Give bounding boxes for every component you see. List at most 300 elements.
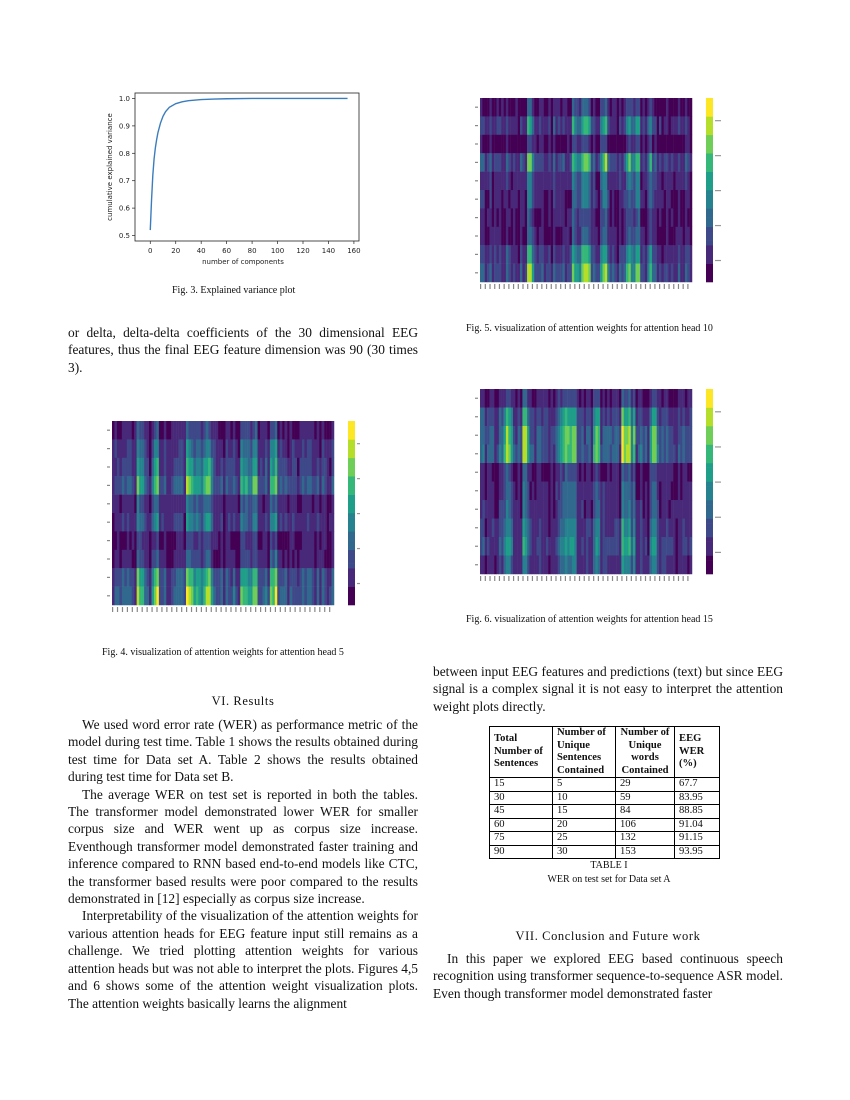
heatmap-cell <box>595 172 598 191</box>
heatmap-cell <box>532 463 535 482</box>
heatmap-cell <box>267 513 270 532</box>
heatmap-cell <box>643 537 646 556</box>
x-tick-mark <box>196 607 197 612</box>
heatmap-cell <box>633 116 636 135</box>
heatmap-cell <box>520 426 523 445</box>
heatmap-cell <box>584 172 587 191</box>
heatmap-cell <box>532 172 535 191</box>
y-tick-mark <box>475 235 478 236</box>
heatmap-cell <box>598 463 601 482</box>
heatmap-cell <box>114 458 117 477</box>
heatmap-cell <box>240 531 243 550</box>
heatmap-cell <box>122 587 125 606</box>
heatmap-cell <box>504 500 507 519</box>
heatmap-cell <box>494 463 497 482</box>
heatmap-cell <box>275 458 278 477</box>
heatmap-cell <box>166 458 169 477</box>
heatmap-cell <box>117 495 120 514</box>
heatmap-cell <box>297 439 300 458</box>
heatmap-cell <box>482 135 485 154</box>
heatmap-cell <box>671 98 674 117</box>
heatmap-cell <box>506 190 509 209</box>
heatmap-cell <box>230 587 233 606</box>
heatmap-cell <box>690 245 693 264</box>
heatmap-cell <box>485 135 488 154</box>
heatmap-cell <box>529 556 532 575</box>
heatmap-cell <box>584 463 587 482</box>
heatmap-cell <box>570 227 573 246</box>
heatmap-cell <box>650 408 653 427</box>
heatmap-cell <box>676 116 679 135</box>
x-tick-mark <box>631 576 632 581</box>
heatmap-cell <box>240 568 243 587</box>
y-tick-mark <box>107 430 110 431</box>
heatmap-cell <box>577 519 580 538</box>
heatmap-cell <box>188 550 191 569</box>
heatmap-cell <box>638 153 641 172</box>
heatmap-cell <box>260 513 263 532</box>
x-tick-mark <box>161 607 162 612</box>
table-cell: 153 <box>616 845 675 859</box>
heatmap-cell <box>513 556 516 575</box>
heatmap-cell <box>319 550 322 569</box>
heatmap-cell <box>520 445 523 464</box>
colorbar-step <box>706 440 713 445</box>
heatmap-cell <box>650 519 653 538</box>
heatmap-cell <box>572 537 575 556</box>
heatmap-cell <box>591 98 594 117</box>
heatmap-cell <box>600 153 603 172</box>
heatmap-cell <box>520 556 523 575</box>
heatmap-cell <box>617 537 620 556</box>
heatmap-cell <box>511 116 514 135</box>
heatmap-cell <box>680 190 683 209</box>
colorbar-step <box>706 218 713 223</box>
heatmap-cell <box>539 445 542 464</box>
heatmap-cell <box>586 426 589 445</box>
heatmap-cell <box>650 264 653 283</box>
heatmap-cell <box>546 408 549 427</box>
heatmap-cell <box>166 587 169 606</box>
heatmap-cell <box>553 500 556 519</box>
heatmap-cell <box>267 495 270 514</box>
heatmap-cell <box>659 190 662 209</box>
heatmap-cell <box>659 98 662 117</box>
colorbar-step <box>706 495 713 500</box>
heatmap-cell <box>522 445 525 464</box>
heatmap-cell <box>567 116 570 135</box>
colorbar-step <box>706 565 713 570</box>
heatmap-cell <box>132 476 135 495</box>
heatmap-cell <box>588 227 591 246</box>
heatmap-cell <box>506 135 509 154</box>
heatmap-cell <box>607 408 610 427</box>
heatmap-cell <box>558 190 561 209</box>
x-tick-mark <box>537 284 538 289</box>
heatmap-cell <box>270 439 273 458</box>
heatmap-cell <box>673 208 676 227</box>
heatmap-cell <box>275 495 278 514</box>
heatmap-cell <box>685 135 688 154</box>
heatmap-cell <box>508 408 511 427</box>
x-tick-mark <box>607 284 608 289</box>
heatmap-cell <box>501 556 504 575</box>
heatmap-cell <box>216 439 219 458</box>
heatmap-cell <box>203 476 206 495</box>
x-tick-mark <box>560 284 561 289</box>
heatmap-cell <box>541 519 544 538</box>
colorbar-step <box>706 98 713 103</box>
heatmap-cell <box>593 190 596 209</box>
heatmap-cell <box>494 208 497 227</box>
heatmap-cell <box>676 190 679 209</box>
heatmap-cell <box>565 135 568 154</box>
heatmap-cell <box>562 463 565 482</box>
heatmap-cell <box>275 476 278 495</box>
heatmap-cell <box>255 439 258 458</box>
heatmap-cell <box>156 531 159 550</box>
heatmap-cell <box>327 458 330 477</box>
heatmap-cell <box>504 408 507 427</box>
heatmap-cell <box>650 500 653 519</box>
heatmap-cell <box>203 587 206 606</box>
heatmap-cell <box>577 463 580 482</box>
heatmap-cell <box>593 135 596 154</box>
table-cell: 91.15 <box>675 832 720 846</box>
heatmap-cell <box>638 408 641 427</box>
x-tick-mark <box>602 284 603 289</box>
heatmap-cell <box>332 476 335 495</box>
heatmap-cell <box>250 458 253 477</box>
heatmap-cell <box>245 495 248 514</box>
heatmap-cell <box>309 421 312 440</box>
colorbar-step <box>706 491 713 496</box>
heatmap-cell <box>591 190 594 209</box>
heatmap-cell <box>621 408 624 427</box>
heatmap-cell <box>673 98 676 117</box>
heatmap-cell <box>593 172 596 191</box>
heatmap-cell <box>683 556 686 575</box>
heatmap-cell <box>664 556 667 575</box>
x-tick-mark <box>668 576 669 581</box>
heatmap-cell <box>638 172 641 191</box>
heatmap-cell <box>307 458 310 477</box>
heatmap-cell <box>112 568 115 587</box>
heatmap-cell <box>230 568 233 587</box>
heatmap-cell <box>117 513 120 532</box>
x-tick-mark <box>668 284 669 289</box>
heatmap-cell <box>643 172 646 191</box>
heatmap-cell <box>265 458 268 477</box>
heatmap-cell <box>534 537 537 556</box>
table-row <box>490 791 720 805</box>
heatmap-cell <box>216 587 219 606</box>
heatmap-cell <box>144 495 147 514</box>
heatmap-cell <box>591 556 594 575</box>
heatmap-cell <box>574 519 577 538</box>
heatmap-cell <box>485 389 488 408</box>
heatmap-cell <box>238 458 241 477</box>
heatmap-cell <box>186 587 189 606</box>
heatmap-cell <box>617 245 620 264</box>
heatmap-cell <box>598 408 601 427</box>
heatmap-cell <box>216 458 219 477</box>
heatmap-cell <box>598 445 601 464</box>
heatmap-cell <box>501 408 504 427</box>
heatmap-cell <box>529 135 532 154</box>
colorbar-step <box>706 241 713 246</box>
x-tick-mark <box>480 284 481 289</box>
heatmap-cell <box>494 445 497 464</box>
heatmap-cell <box>149 439 152 458</box>
heatmap-cell <box>565 445 568 464</box>
heatmap-cell <box>570 153 573 172</box>
colorbar-step <box>706 389 713 394</box>
colorbar-step <box>706 190 713 195</box>
heatmap-cell <box>534 190 537 209</box>
heatmap-cell <box>277 439 280 458</box>
heatmap-cell <box>628 482 631 501</box>
heatmap-cell <box>621 135 624 154</box>
heatmap-cell <box>137 587 140 606</box>
colorbar-step <box>706 121 713 126</box>
heatmap-cell <box>584 500 587 519</box>
left-continuation-paragraph: or delta, delta-delta coefficients of the 30 dimensional EEG features, thus the final EEG feature dimension was 90 (30 times 3). <box>68 325 418 375</box>
heatmap-cell <box>570 445 573 464</box>
heatmap-cell <box>191 550 194 569</box>
heatmap-cell <box>122 550 125 569</box>
heatmap-cell <box>302 568 305 587</box>
heatmap-cell <box>546 172 549 191</box>
heatmap-cell <box>122 476 125 495</box>
colorbar-step <box>706 560 713 565</box>
heatmap-cell <box>610 135 613 154</box>
heatmap-cell <box>504 245 507 264</box>
heatmap-cell <box>551 245 554 264</box>
heatmap-cell <box>619 389 622 408</box>
heatmap-cell <box>650 556 653 575</box>
heatmap-cell <box>201 531 204 550</box>
heatmap-cell <box>489 482 492 501</box>
heatmap-cell <box>612 537 615 556</box>
heatmap-cell <box>302 476 305 495</box>
heatmap-cell <box>317 458 320 477</box>
figure-6-caption: Fig. 6. visualization of attention weights for attention head 15 <box>466 614 713 625</box>
heatmap-cell <box>161 439 164 458</box>
heatmap-cell <box>546 537 549 556</box>
heatmap-cell <box>581 190 584 209</box>
heatmap-cell <box>480 227 483 246</box>
colorbar-step <box>706 482 713 487</box>
heatmap-cell <box>666 135 669 154</box>
heatmap-cell <box>600 537 603 556</box>
heatmap-cell <box>666 537 669 556</box>
heatmap-cell <box>272 476 275 495</box>
heatmap-cell <box>504 172 507 191</box>
heatmap-cell <box>544 482 547 501</box>
heatmap-cell <box>511 426 514 445</box>
heatmap-cell <box>581 519 584 538</box>
heatmap-cell <box>312 531 315 550</box>
heatmap-cell <box>181 568 184 587</box>
y-tick-mark <box>475 217 478 218</box>
heatmap-cell <box>626 482 629 501</box>
heatmap-cell <box>607 482 610 501</box>
heatmap-cell <box>633 190 636 209</box>
heatmap-cell <box>666 208 669 227</box>
heatmap-cell <box>270 476 273 495</box>
heatmap-cell <box>299 439 302 458</box>
x-tick-mark <box>574 284 575 289</box>
heatmap-cell <box>501 208 504 227</box>
heatmap-cell <box>332 587 335 606</box>
colorbar-step <box>348 426 355 431</box>
heatmap-cell <box>614 135 617 154</box>
heatmap-cell <box>577 116 580 135</box>
heatmap-cell <box>186 568 189 587</box>
heatmap-cell <box>593 482 596 501</box>
attention-heatmap-head-10 <box>468 92 728 302</box>
heatmap-cell <box>511 463 514 482</box>
heatmap-cell <box>203 421 206 440</box>
table-1-container <box>489 726 729 886</box>
colorbar-tick-mark <box>357 443 360 444</box>
heatmap-cell <box>595 190 598 209</box>
x-tick-mark <box>147 607 148 612</box>
heatmap-cell <box>267 458 270 477</box>
heatmap-cell <box>683 208 686 227</box>
heatmap-cell <box>492 172 495 191</box>
heatmap-cell <box>513 389 516 408</box>
heatmap-cell <box>687 556 690 575</box>
heatmap-cell <box>666 153 669 172</box>
heatmap-cell <box>593 556 596 575</box>
heatmap-cell <box>114 476 117 495</box>
heatmap-cell <box>678 556 681 575</box>
x-tick-mark <box>678 284 679 289</box>
heatmap-cell <box>508 98 511 117</box>
x-tick-mark <box>640 576 641 581</box>
heatmap-cell <box>668 245 671 264</box>
heatmap-cell <box>598 190 601 209</box>
colorbar-step <box>348 564 355 569</box>
heatmap-cell <box>659 116 662 135</box>
heatmap-cell <box>159 421 162 440</box>
heatmap-cell <box>265 568 268 587</box>
heatmap-cell <box>142 421 145 440</box>
heatmap-cell <box>638 98 641 117</box>
heatmap-cell <box>496 153 499 172</box>
heatmap-cell <box>511 389 514 408</box>
heatmap-cell <box>685 408 688 427</box>
heatmap-cell <box>485 426 488 445</box>
heatmap-cell <box>652 445 655 464</box>
heatmap-cell <box>290 568 293 587</box>
heatmap-cell <box>586 245 589 264</box>
heatmap-cell <box>532 426 535 445</box>
heatmap-cell <box>600 98 603 117</box>
heatmap-cell <box>515 153 518 172</box>
colorbar-step <box>706 537 713 542</box>
heatmap-cell <box>485 153 488 172</box>
heatmap-cell <box>607 426 610 445</box>
colorbar-step <box>348 536 355 541</box>
heatmap-cell <box>504 537 507 556</box>
heatmap-cell <box>181 587 184 606</box>
heatmap-cell <box>137 513 140 532</box>
table-row <box>490 778 720 792</box>
heatmap-cell <box>275 550 278 569</box>
heatmap-cell <box>188 513 191 532</box>
colorbar-tick-mark <box>357 478 360 479</box>
heatmap-cell <box>176 587 179 606</box>
heatmap-cell <box>631 98 634 117</box>
y-tick-mark <box>107 577 110 578</box>
heatmap-cell <box>617 227 620 246</box>
heatmap-cell <box>487 190 490 209</box>
heatmap-cell <box>624 172 627 191</box>
heatmap-cell <box>295 495 298 514</box>
heatmap-cell <box>275 531 278 550</box>
x-tick-label: 0 <box>148 247 153 255</box>
heatmap-cell <box>633 208 636 227</box>
heatmap-cell <box>176 531 179 550</box>
heatmap-cell <box>496 500 499 519</box>
heatmap-cell <box>659 227 662 246</box>
heatmap-cell <box>532 227 535 246</box>
heatmap-cell <box>216 476 219 495</box>
heatmap-cell <box>112 439 115 458</box>
heatmap-cell <box>610 445 613 464</box>
heatmap-cell <box>258 550 261 569</box>
heatmap-cell <box>555 227 558 246</box>
heatmap-cell <box>546 556 549 575</box>
heatmap-cell <box>586 537 589 556</box>
heatmap-cell <box>570 426 573 445</box>
heatmap-cell <box>560 172 563 191</box>
heatmap-cell <box>134 531 137 550</box>
heatmap-cell <box>666 389 669 408</box>
heatmap-cell <box>518 264 521 283</box>
heatmap-cell <box>494 172 497 191</box>
heatmap-cell <box>482 463 485 482</box>
heatmap-cell <box>690 135 693 154</box>
heatmap-cell <box>137 550 140 569</box>
heatmap-cell <box>555 408 558 427</box>
heatmap-cell <box>671 116 674 135</box>
heatmap-cell <box>235 587 238 606</box>
heatmap-cell <box>645 463 648 482</box>
heatmap-cell <box>176 513 179 532</box>
heatmap-cell <box>292 513 295 532</box>
heatmap-cell <box>499 98 502 117</box>
heatmap-cell <box>581 264 584 283</box>
heatmap-cell <box>631 463 634 482</box>
heatmap-cell <box>607 190 610 209</box>
heatmap-cell <box>558 463 561 482</box>
heatmap-cell <box>198 439 201 458</box>
heatmap-cell <box>312 568 315 587</box>
heatmap-cell <box>579 172 582 191</box>
heatmap-cell <box>496 208 499 227</box>
x-tick-mark <box>574 576 575 581</box>
heatmap-cell <box>166 513 169 532</box>
heatmap-cell <box>678 445 681 464</box>
heatmap-cell <box>584 264 587 283</box>
heatmap-cell <box>633 227 636 246</box>
heatmap-cell <box>544 389 547 408</box>
heatmap-cell <box>570 245 573 264</box>
